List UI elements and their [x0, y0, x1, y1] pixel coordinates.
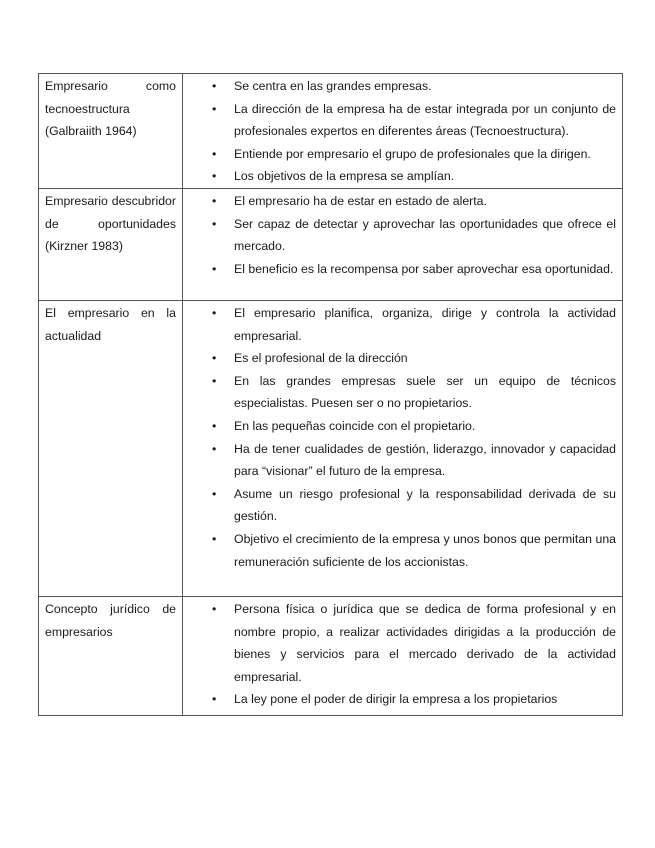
list-item: • El empresario planifica, organiza, dirige y controla la actividad empresarial. [189, 302, 616, 347]
bullet-list [189, 598, 616, 711]
list-item: • En las grandes empresas suele ser un equipo de técnicos especialistas. Puesen ser o no propietarios. [189, 370, 616, 415]
points-cell [183, 300, 623, 596]
list-item: • Ser capaz de detectar y aprovechar las oportunidades que ofrece el mercado. [189, 213, 616, 258]
list-item: • Asume un riesgo profesional y la responsabilidad derivada de su gestión. [189, 483, 616, 528]
list-item: • El empresario ha de estar en estado de alerta. [189, 190, 616, 213]
list-item: • La dirección de la empresa ha de estar integrada por un conjunto de profesionales expertos en diferentes áreas (Tecnoestructura). [189, 98, 616, 143]
list-item: • Entiende por empresario el grupo de profesionales que la dirigen. [189, 143, 616, 166]
bullet-list [189, 302, 616, 573]
table-row [39, 300, 623, 596]
bullet-list [189, 75, 616, 188]
list-item: • Es el profesional de la dirección [189, 347, 616, 370]
entrepreneur-concepts-table [38, 73, 623, 716]
list-item: • El beneficio es la recompensa por saber aprovechar esa oportunidad. [189, 258, 616, 281]
table-row [39, 596, 623, 715]
list-item: • Se centra en las grandes empresas. [189, 75, 616, 98]
points-cell [183, 74, 623, 189]
list-item: • La ley pone el poder de dirigir la empresa a los propietarios [189, 688, 616, 711]
table-row [39, 74, 623, 189]
concept-cell: Empresario como tecnoestructura (Galbraiith 1964) [39, 74, 183, 189]
list-item: • En las pequeñas coincide con el propietario. [189, 415, 616, 438]
concept-cell: Empresario descubridor de oportunidades (Kirzner 1983) [39, 188, 183, 300]
points-cell [183, 188, 623, 300]
bullet-list [189, 190, 616, 280]
list-item: • Objetivo el crecimiento de la empresa y unos bonos que permitan una remuneración suficiente de los accionistas. [189, 528, 616, 573]
concept-cell: El empresario en la actualidad [39, 300, 183, 596]
table-row [39, 188, 623, 300]
list-item: • Ha de tener cualidades de gestión, liderazgo, innovador y capacidad para “visionar” el futuro de la empresa. [189, 438, 616, 483]
list-item: • Los objetivos de la empresa se amplían. [189, 165, 616, 188]
concept-cell: Concepto jurídico de empresarios [39, 596, 183, 715]
points-cell [183, 596, 623, 715]
list-item: • Persona física o jurídica que se dedica de forma profesional y en nombre propio, a realizar actividades dirigidas a la producción de bienes y servicios para el mercado derivado de la actividad empresarial. [189, 598, 616, 688]
